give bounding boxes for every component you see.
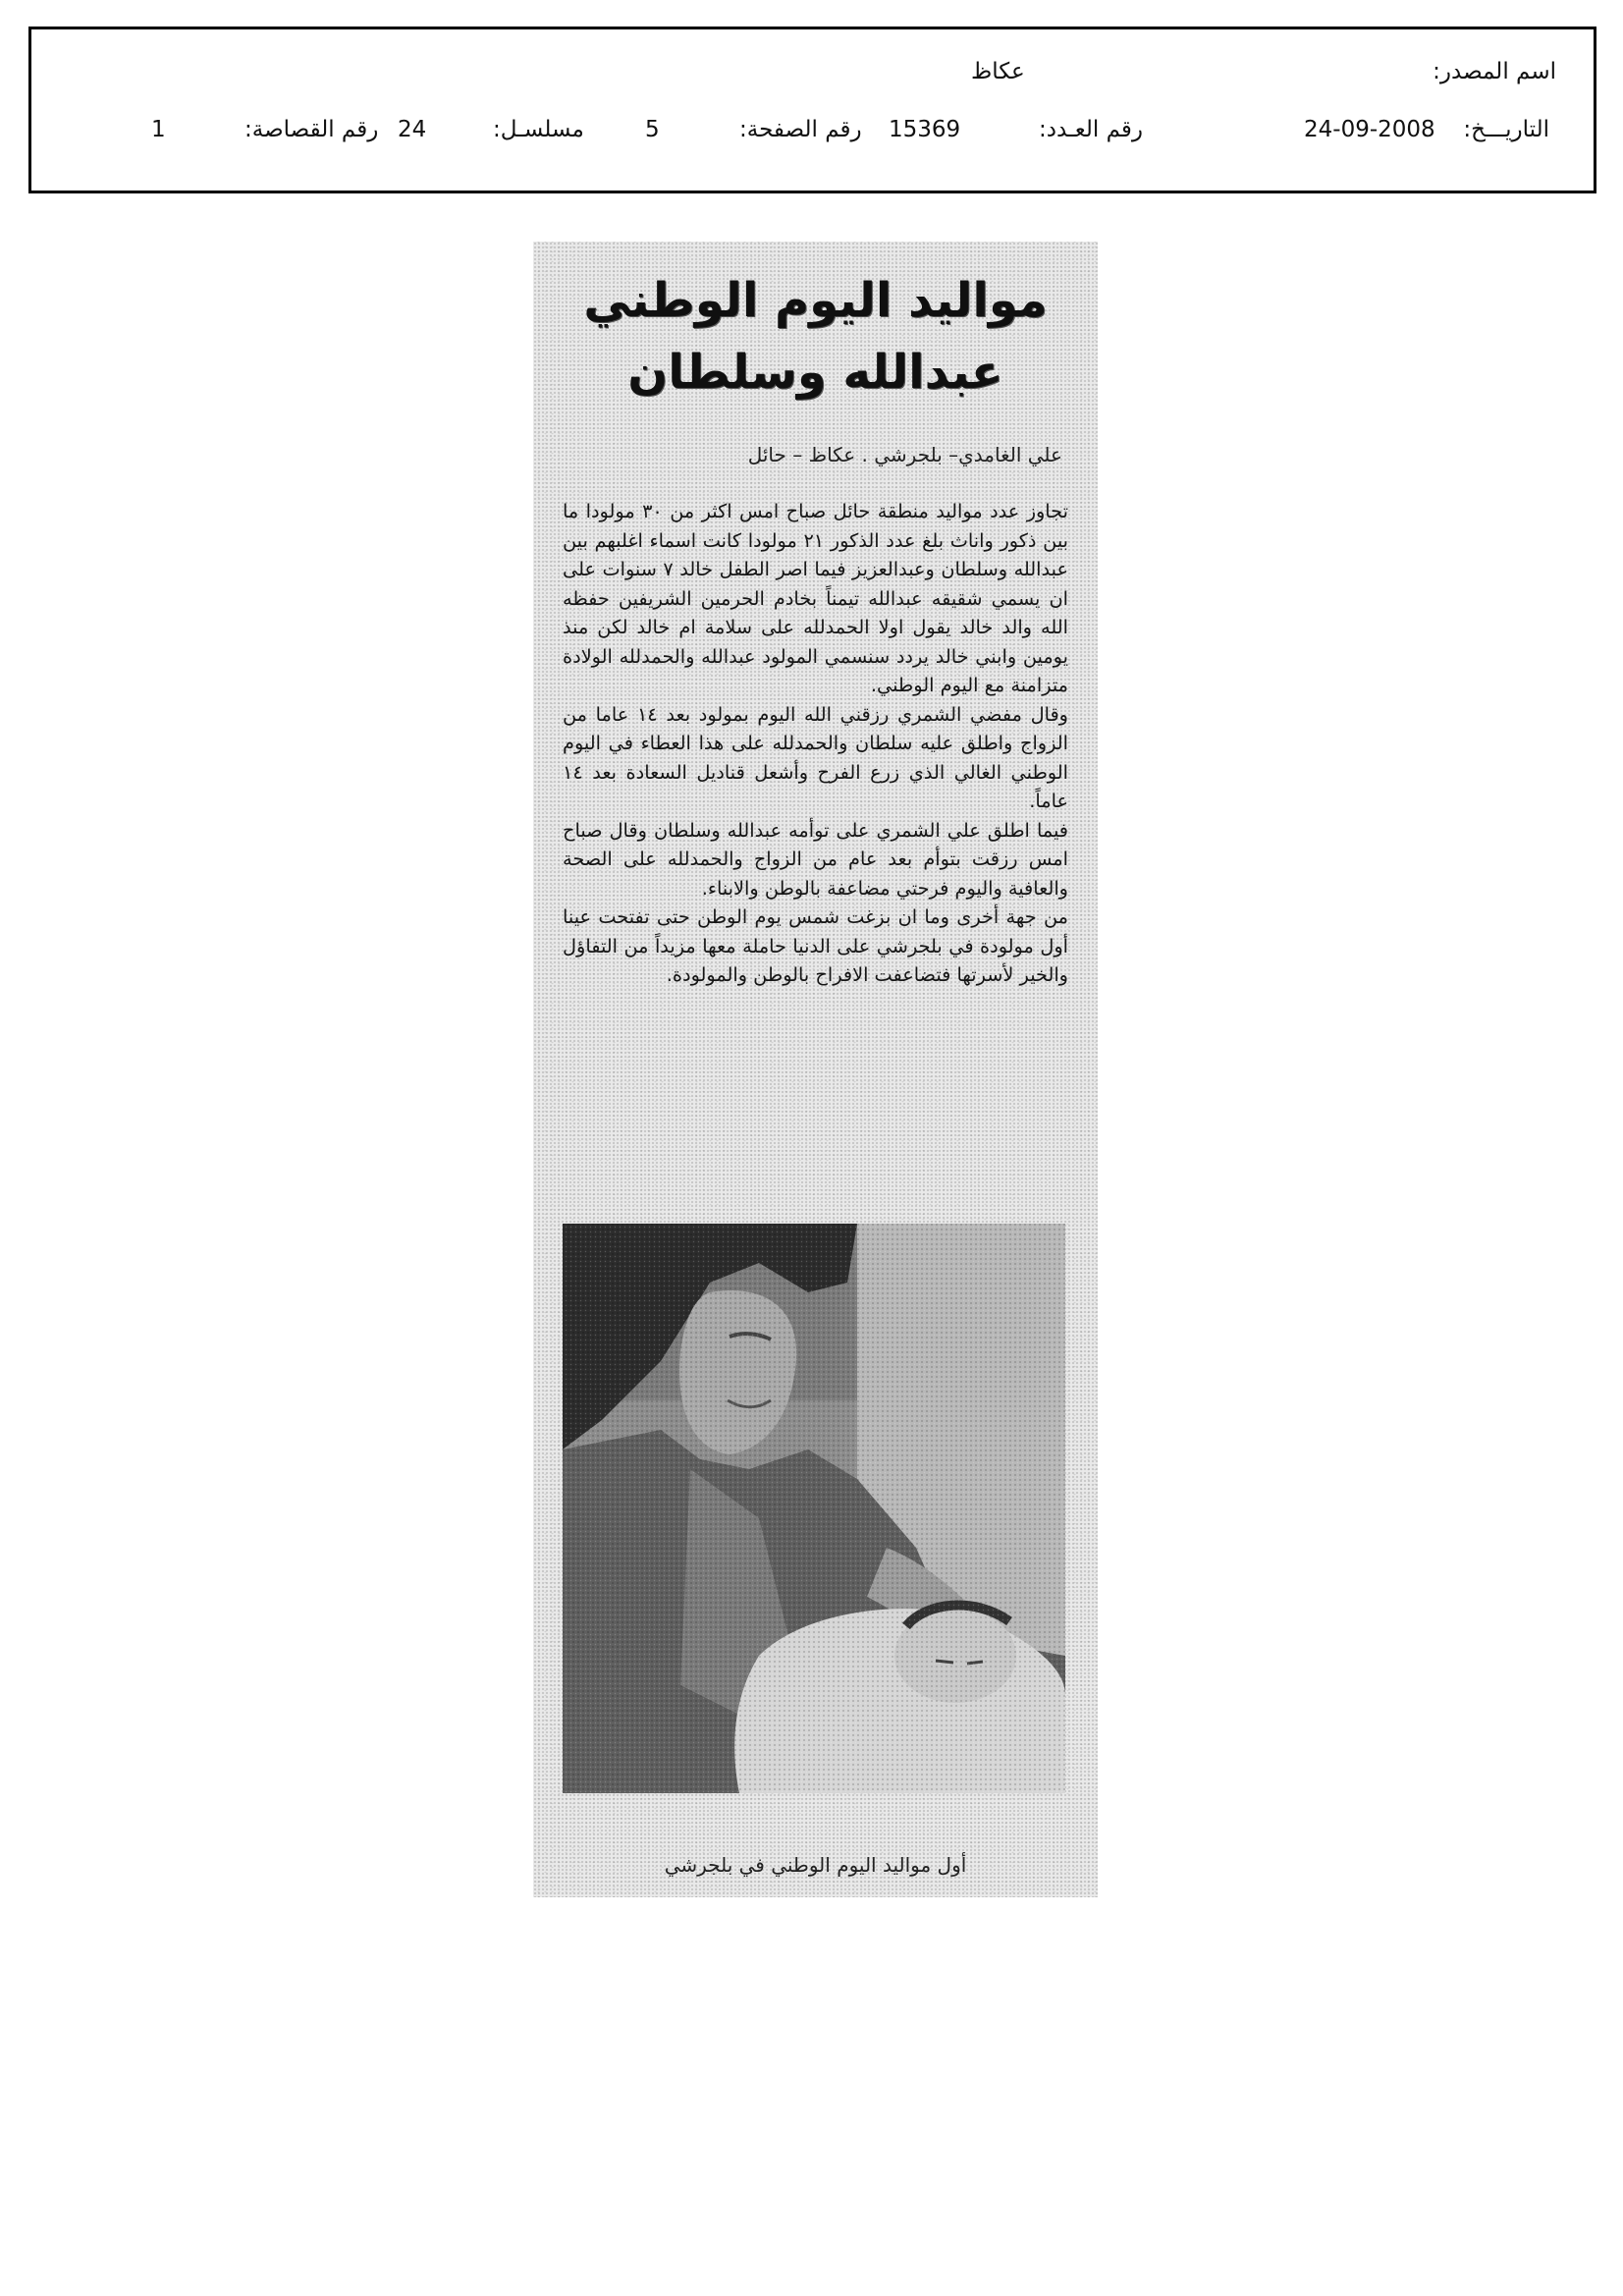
page-value: 5 bbox=[645, 117, 660, 142]
source-value: عكاظ bbox=[971, 59, 1025, 84]
serial-value: 24 bbox=[398, 117, 427, 142]
issue-value: 15369 bbox=[889, 117, 961, 142]
date-value: 24-09-2008 bbox=[1304, 117, 1435, 142]
photo-caption: أول مواليد اليوم الوطني في بلجرشي bbox=[664, 1853, 967, 1877]
source-label: اسم المصدر: bbox=[1433, 59, 1556, 84]
headline-line-1: مواليد اليوم الوطني bbox=[583, 273, 1048, 328]
clip-label: رقم القصاصة: bbox=[244, 117, 379, 142]
article-paragraph: تجاوز عدد مواليد منطقة حائل صباح امس اكثر من ٣٠ مولودا ما بين ذكور واناث بلغ عدد الذكور ٢١ مولودا كانت اسماء اغلبهم بين عبدالله وسلطان وعبدالعزيز فيما اصر الطفل خالد ٧ سنوات على ان يسمي شقيقه عبدالله تيمناً بخادم الحرمين الشريفين حفظه الله والد خالد يقول اولا الحمدلله على سلامة ام خالد لكن منذ يومين وابني خالد يردد سنسمي المولود عبدالله والحمدلله الولادة متزامنة مع اليوم الوطني. bbox=[563, 500, 1069, 696]
article-paragraph: من جهة أخرى وما ان بزغت شمس يوم الوطن حتى تفتحت عينا أول مولودة في بلجرشي على الدنيا حاملة معها مزيداً من التفاؤل والخير لأسرتها فتضاعفت الافراح بالوطن والمولودة. bbox=[563, 905, 1068, 986]
mother-newborn-photo bbox=[563, 1224, 1065, 1793]
newspaper-clipping bbox=[533, 242, 1098, 1897]
headline-line-2: عبدالله وسلطان bbox=[627, 345, 1003, 400]
issue-label: رقم العـدد: bbox=[1039, 117, 1144, 142]
serial-label: مسلسـل: bbox=[493, 117, 584, 142]
page-label: رقم الصفحة: bbox=[739, 117, 862, 142]
date-label: التاريـــخ: bbox=[1463, 117, 1549, 142]
article-paragraph: فيما اطلق علي الشمري على توأمه عبدالله وسلطان وقال صباح امس رزقت بتوأم بعد عام من الزواج والحمدلله على الصحة والعافية واليوم فرحتي مضاعفة بالوطن والابناء. bbox=[563, 818, 1068, 900]
clipping-info-box bbox=[28, 27, 1596, 193]
article-paragraph: وقال مفضي الشمري رزقني الله اليوم بمولود بعد ١٤ عاما من الزواج واطلق عليه سلطان والحمدلله على هذا العطاء في اليوم الوطني الغالي الذي زرع الفرح وأشعل قناديل السعادة بعد ١٤ عاماً. bbox=[563, 702, 1068, 812]
clip-value: 1 bbox=[151, 117, 166, 142]
article-body bbox=[563, 497, 1068, 990]
byline: علي الغامدي– بلجرشي . عكاظ – حائل bbox=[747, 443, 1062, 466]
